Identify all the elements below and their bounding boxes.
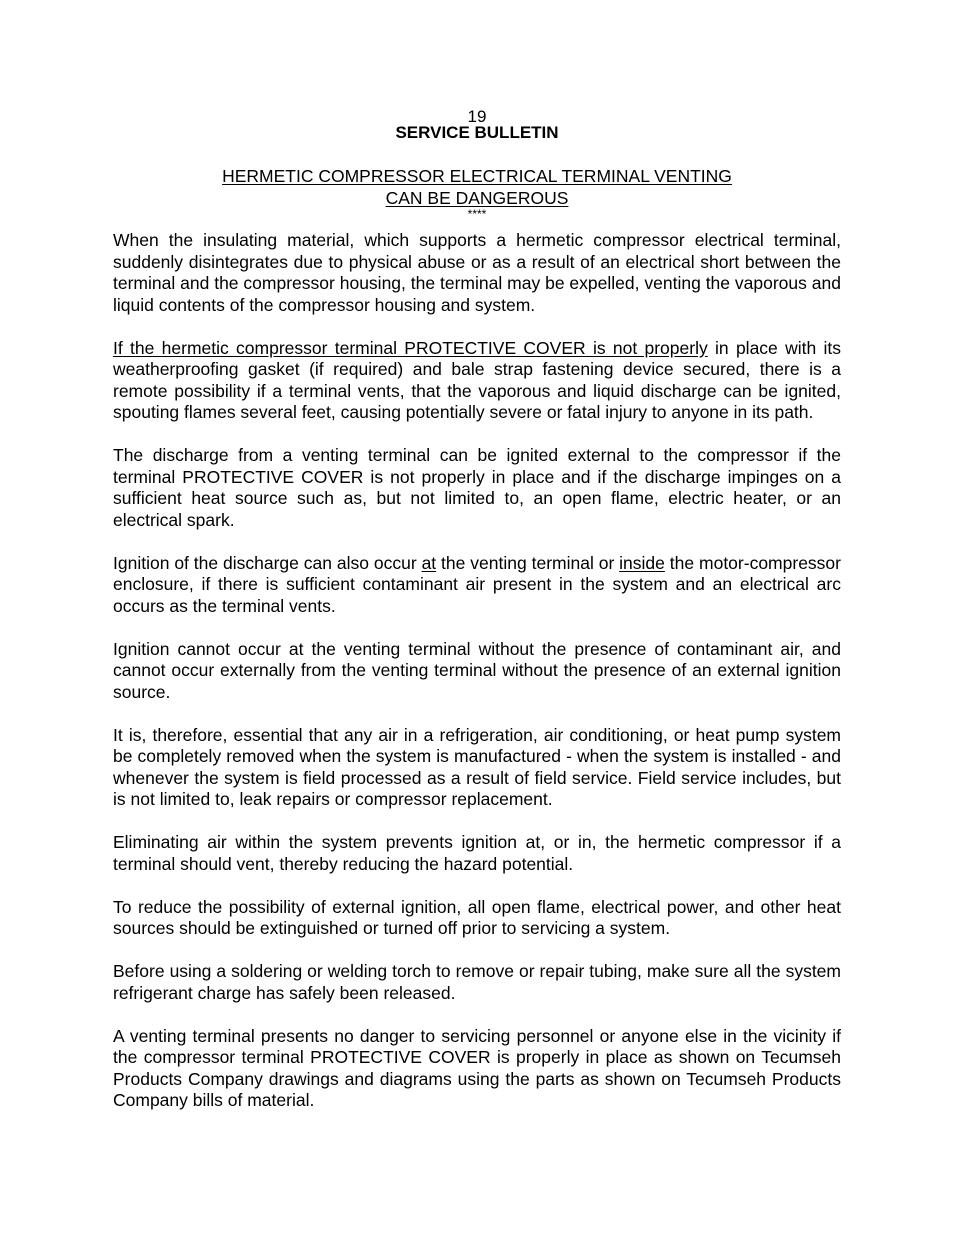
paragraph-10: A venting terminal presents no danger to servicing personnel or anyone else in the vicinity if the compressor terminal PROTECTIVE COVER is properly in place as shown on Tecumseh Products Company drawings and diagrams using the parts as shown on Tecumseh Products Company bills of material.: [113, 1025, 841, 1110]
paragraph-2-underlined: If the hermetic compressor terminal PROTECTIVE COVER is not properly: [113, 337, 708, 358]
paragraph-4: [113, 553, 841, 618]
subject-line-2: [0, 187, 954, 209]
subject-heading: [0, 165, 954, 209]
paragraph-4-inside: inside: [619, 552, 665, 573]
subject-line-2-text: CAN BE DANGEROUS: [385, 188, 569, 208]
subject-line-1: [0, 165, 954, 187]
subject-line-1-text: HERMETIC COMPRESSOR ELECTRICAL TERMINAL VENTING: [222, 166, 732, 186]
paragraph-9: Before using a soldering or welding torch to remove or repair tubing, make sure all the system refrigerant charge has safely been released.: [113, 961, 841, 1003]
page-number: 19: [467, 107, 487, 126]
paragraph-4-at: at: [421, 552, 437, 573]
paragraph-5: Ignition cannot occur at the venting terminal without the presence of contaminant air, and cannot occur externally from the venting terminal without the presence of an external ignition source.: [113, 638, 841, 702]
paragraph-4-part-3: the motor-compressor enclosure, if there is sufficient contaminant air present in the system and an electrical arc occurs as the terminal vents.: [113, 552, 841, 616]
paragraph-4-part-2: the venting terminal or: [436, 552, 620, 573]
paragraph-2: [113, 338, 841, 424]
paragraph-2-rest: in place with its weatherproofing gasket (if required) and bale strap fastening device secured, there is a remote possibility if a terminal vents, that the vaporous and liquid discharge can be ignited, spouting flames several feet, causing potentially severe or fatal injury to anyone in its path.: [113, 337, 842, 422]
bulletin-title: SERVICE BULLETIN: [395, 123, 559, 142]
paragraph-4-part-1: Ignition of the discharge can also occur: [113, 552, 422, 573]
paragraph-8: To reduce the possibility of external ignition, all open flame, electrical power, and other heat sources should be extinguished or turned off prior to servicing a system.: [113, 896, 841, 938]
paragraph-1: When the insulating material, which supports a hermetic compressor electrical terminal, suddenly disintegrates due to physical abuse or as a result of an electrical short between the terminal and the compressor housing, the terminal may be expelled, venting the vaporous and liquid contents of the compressor housing and system.: [113, 230, 841, 315]
paragraph-7: Eliminating air within the system prevents ignition at, or in, the hermetic compressor if a terminal should vent, thereby reducing the hazard potential.: [113, 832, 841, 874]
paragraph-3: The discharge from a venting terminal can be ignited external to the compressor if the terminal PROTECTIVE COVER is not properly in place and if the discharge impinges on a sufficient heat source such as, but not limited to, an open flame, electric heater, or an electrical spark.: [113, 445, 841, 530]
bulletin-body: [113, 230, 841, 1133]
separator: ****: [467, 207, 487, 221]
paragraph-6: It is, therefore, essential that any air in a refrigeration, air conditioning, or heat pump system be completely removed when the system is manufactured - when the system is installed - and whenever the system is field processed as a result of field service. Field service includes, but is not limited to, leak repairs or compressor replacement.: [113, 724, 841, 809]
